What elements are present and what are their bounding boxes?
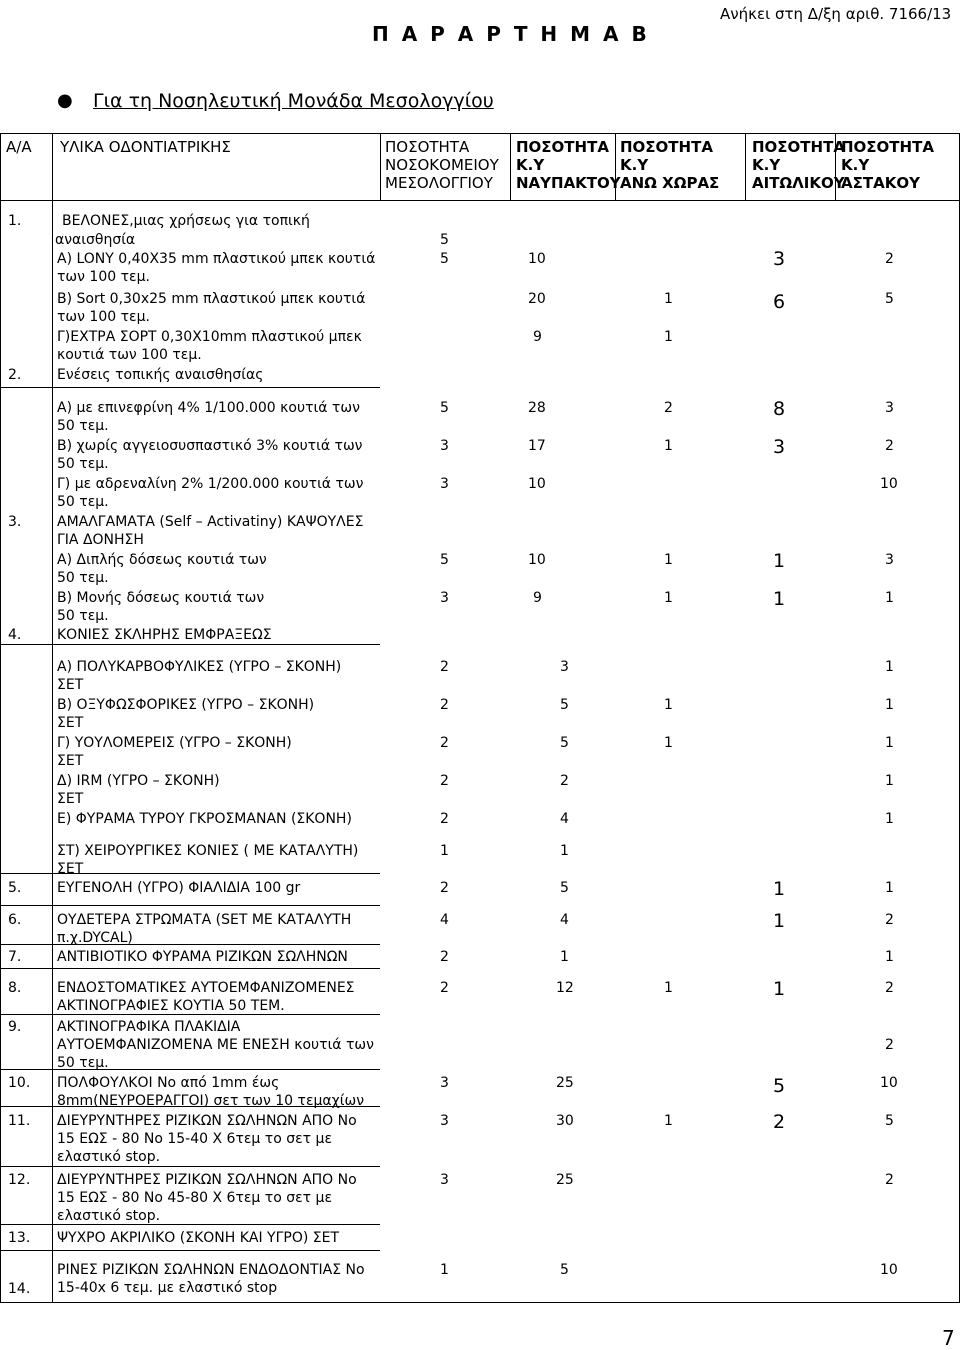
item-text: 15 ΕΩΣ - 80 Νο 45-80 Χ 6τεμ το σετ με xyxy=(57,1190,333,1206)
item-text: ΚΟΝΙΕΣ ΣΚΛΗΡΗΣ ΕΜΦΡΑΞΕΩΣ xyxy=(57,627,272,643)
qty-aitoliko: 5 xyxy=(773,1075,786,1097)
item-text: Β) ΟΞΥΦΩΣΦΟΡΙΚΕΣ (ΥΓΡΟ – ΣΚΟΝΗ) xyxy=(57,697,315,713)
qty-nafpaktos: 10 xyxy=(528,251,546,267)
item-text: π.χ.DYCAL) xyxy=(57,930,133,946)
qty-aitoliko: 1 xyxy=(773,550,786,572)
row-separator xyxy=(0,905,380,906)
qty-aitoliko: 1 xyxy=(773,910,786,932)
qty-nafpaktos: 5 xyxy=(560,1262,569,1278)
qty-nafpaktos: 9 xyxy=(533,329,542,345)
qty-mesolongi: 3 xyxy=(440,1113,449,1129)
item-text: ΑΚΤΙΝΟΓΡΑΦΙΚΑ ΠΛΑΚΙΔΙΑ xyxy=(57,1019,241,1035)
item-text: ΑΚΤΙΝΟΓΡΑΦΙΕΣ ΚΟΥΤΙΑ 50 ΤΕΜ. xyxy=(57,998,285,1014)
header-mesolongi: ΠΟΣΟΤΗΤΑ ΝΟΣΟΚΟΜΕΙΟΥ ΜΕΣΟΛΟΓΓΙΟΥ xyxy=(385,138,499,192)
header-nafpaktos: ΠΟΣΟΤΗΤΑ Κ.Υ ΝΑΥΠΑΚΤΟΥ xyxy=(516,138,621,192)
qty-astakos: 2 xyxy=(885,1037,894,1053)
qty-mesolongi: 2 xyxy=(440,659,449,675)
row-number: 6. xyxy=(8,912,22,928)
item-text: ελαστικό stop. xyxy=(57,1149,161,1165)
row-number: 10. xyxy=(8,1075,31,1091)
item-text: των 100 τεμ. xyxy=(57,269,150,285)
qty-aitoliko: 1 xyxy=(773,588,786,610)
qty-ano-chora: 1 xyxy=(664,735,673,751)
item-text: ΡΙΝΕΣ ΡΙΖΙΚΩΝ ΣΩΛΗΝΩΝ ΕΝΔΟΔΟΝΤΙΑΣ Νο xyxy=(57,1262,365,1278)
qty-mesolongi: 2 xyxy=(440,980,449,996)
qty-nafpaktos: 12 xyxy=(556,980,574,996)
qty-mesolongi: 3 xyxy=(440,590,449,606)
qty-astakos: 5 xyxy=(885,291,894,307)
item-text: Ε) ΦΥΡΑΜΑ ΤΥΡΟΥ ΓΚΡΟΣΜΑΝΑΝ (ΣΚΟΝΗ) xyxy=(57,811,352,827)
header-aa: Α/Α xyxy=(6,138,32,156)
qty-mesolongi: 4 xyxy=(440,912,449,928)
qty-nafpaktos: 20 xyxy=(528,291,546,307)
item-text: κουτιά των 100 τεμ. xyxy=(57,347,202,363)
qty-nafpaktos: 1 xyxy=(560,949,569,965)
qty-nafpaktos: 25 xyxy=(556,1172,574,1188)
qty-nafpaktos: 2 xyxy=(560,773,569,789)
qty-nafpaktos: 5 xyxy=(560,880,569,896)
item-text: 8mm(ΝΕΥΡΟΕΡΑΓΓΟΙ) σετ των 10 τεμαχίων xyxy=(57,1093,365,1109)
qty-mesolongi: 5 xyxy=(440,232,449,248)
item-text: ΨΥΧΡΟ ΑΚΡΙΛΙΚΟ (ΣΚΟΝΗ ΚΑΙ ΥΓΡΟ) ΣΕΤ xyxy=(57,1230,340,1246)
qty-mesolongi: 1 xyxy=(440,843,449,859)
qty-ano-chora: 1 xyxy=(664,590,673,606)
row-number: 3. xyxy=(8,514,22,530)
qty-nafpaktos: 28 xyxy=(528,400,546,416)
item-text: Δ) IRM (ΥΓΡΟ – ΣΚΟΝΗ) xyxy=(57,773,220,789)
row-number: 14. xyxy=(8,1281,31,1297)
qty-nafpaktos: 17 xyxy=(528,438,546,454)
qty-astakos: 2 xyxy=(885,251,894,267)
qty-aitoliko: 1 xyxy=(773,978,786,1000)
item-text: Β) Sort 0,30x25 mm πλαστικού μπεκ κουτιά xyxy=(57,291,366,307)
qty-mesolongi: 5 xyxy=(440,400,449,416)
item-text: ΣΕΤ xyxy=(57,791,84,807)
qty-astakos: 10 xyxy=(880,1075,898,1091)
item-text: 50 τεμ. xyxy=(57,608,109,624)
item-text: ΣΕΤ xyxy=(57,753,84,769)
qty-astakos: 1 xyxy=(885,880,894,896)
table-left-border xyxy=(0,133,1,1303)
item-text: ΔΙΕΥΡΥΝΤΗΡΕΣ ΡΙΖΙΚΩΝ ΣΩΛΗΝΩΝ ΑΠΟ Νο xyxy=(57,1113,357,1129)
qty-aitoliko: 1 xyxy=(773,878,786,900)
row-number: 11. xyxy=(8,1113,31,1129)
qty-nafpaktos: 9 xyxy=(533,590,542,606)
qty-astakos: 2 xyxy=(885,912,894,928)
qty-mesolongi: 2 xyxy=(440,949,449,965)
item-text: Ενέσεις τοπικής αναισθησίας xyxy=(57,367,264,383)
item-text: Α) LONY 0,40Χ35 mm πλαστικού μπεκ κουτιά xyxy=(57,251,376,267)
qty-ano-chora: 1 xyxy=(664,980,673,996)
qty-astakos: 2 xyxy=(885,1172,894,1188)
qty-nafpaktos: 10 xyxy=(528,476,546,492)
unit-subtitle: Για τη Νοσηλευτική Μονάδα Μεσολογγίου xyxy=(93,90,494,112)
item-text: Α) με επινεφρίνη 4% 1/100.000 κουτιά των xyxy=(57,400,360,416)
qty-astakos: 1 xyxy=(885,590,894,606)
item-text: ΕΝΔΟΣΤΟΜΑΤΙΚΕΣ ΑΥΤΟΕΜΦΑΝΙΖΟΜΕΝΕΣ xyxy=(57,980,355,996)
qty-mesolongi: 2 xyxy=(440,811,449,827)
qty-aitoliko: 8 xyxy=(773,398,786,420)
qty-nafpaktos: 25 xyxy=(556,1075,574,1091)
item-text: ελαστικό stop. xyxy=(57,1208,161,1224)
table-top-border xyxy=(0,133,960,134)
item-text: ΑΝΤΙΒΙΟΤΙΚΟ ΦΥΡΑΜΑ ΡΙΖΙΚΩΝ ΣΩΛΗΝΩΝ xyxy=(57,949,348,965)
row-number: 8. xyxy=(8,980,22,996)
item-text: ΒΕΛΟΝΕΣ,μιας χρήσεως για τοπική xyxy=(62,213,310,229)
qty-mesolongi: 3 xyxy=(440,1075,449,1091)
item-text: ΣΤ) ΧΕΙΡΟΥΡΓΙΚΕΣ ΚΟΝΙΕΣ ( ΜΕ ΚΑΤΑΛΥΤΗ) xyxy=(57,843,359,859)
qty-astakos: 3 xyxy=(885,400,894,416)
qty-nafpaktos: 5 xyxy=(560,697,569,713)
decision-reference: Ανήκει στη Δ/ξη αριθ. 7166/13 xyxy=(720,5,952,23)
row-separator xyxy=(0,644,380,645)
qty-mesolongi: 3 xyxy=(440,1172,449,1188)
item-text: των 100 τεμ. xyxy=(57,309,150,325)
qty-astakos: 1 xyxy=(885,949,894,965)
body-item-divider xyxy=(52,201,53,1302)
row-separator xyxy=(0,968,380,969)
qty-ano-chora: 1 xyxy=(664,697,673,713)
qty-aitoliko: 6 xyxy=(773,291,786,313)
qty-nafpaktos: 10 xyxy=(528,552,546,568)
qty-ano-chora: 1 xyxy=(664,329,673,345)
qty-mesolongi: 2 xyxy=(440,735,449,751)
qty-mesolongi: 3 xyxy=(440,476,449,492)
bullet-icon: ● xyxy=(57,90,73,111)
qty-astakos: 10 xyxy=(880,476,898,492)
qty-astakos: 2 xyxy=(885,980,894,996)
qty-mesolongi: 2 xyxy=(440,697,449,713)
header-astakos: ΠΟΣΟΤΗΤΑ Κ.Υ ΑΣΤΑΚΟΥ xyxy=(841,138,934,192)
qty-mesolongi: 2 xyxy=(440,773,449,789)
qty-astakos: 10 xyxy=(880,1262,898,1278)
item-text: Γ) με αδρεναλίνη 2% 1/200.000 κουτιά των xyxy=(57,476,364,492)
item-text: Γ) ΥΟΥΛΟΜΕΡΕΙΣ (ΥΓΡΟ – ΣΚΟΝΗ) xyxy=(57,735,292,751)
qty-nafpaktos: 3 xyxy=(560,659,569,675)
item-text: ΕΥΓΕΝΟΛΗ (ΥΓΡΟ) ΦΙΑΛΙΔΙΑ 100 gr xyxy=(57,880,301,896)
item-text: 15-40x 6 τεμ. με ελαστικό stop xyxy=(57,1280,278,1296)
row-number: 4. xyxy=(8,627,22,643)
item-text: 50 τεμ. xyxy=(57,570,109,586)
qty-aitoliko: 2 xyxy=(773,1111,786,1133)
qty-mesolongi: 5 xyxy=(440,251,449,267)
qty-mesolongi: 3 xyxy=(440,438,449,454)
item-text: Α) Διπλής δόσεως κουτιά των xyxy=(57,552,267,568)
qty-ano-chora: 2 xyxy=(664,400,673,416)
qty-aitoliko: 3 xyxy=(773,436,786,458)
item-text: Α) ΠΟΛΥΚΑΡΒΟΦΥΛΙΚΕΣ (ΥΓΡΟ – ΣΚΟΝΗ) xyxy=(57,659,342,675)
aa-column-divider xyxy=(52,133,53,201)
item-text: ΟΥΔΕΤΕΡΑ ΣΤΡΩΜΑΤΑ (SET ΜΕ ΚΑΤΑΛΥΤΗ xyxy=(57,912,352,928)
qty-astakos: 1 xyxy=(885,697,894,713)
qty-astakos: 2 xyxy=(885,438,894,454)
qty-nafpaktos: 4 xyxy=(560,912,569,928)
item-text: ΠΟΛΦΟΥΛΚΟΙ Νο από 1mm έως xyxy=(57,1075,280,1091)
item-text: ΣΕΤ xyxy=(57,861,84,877)
qty-ano-chora: 1 xyxy=(664,291,673,307)
row-number: 13. xyxy=(8,1230,31,1246)
item-text: 50 τεμ. xyxy=(57,456,109,472)
item-text: Β) Μονής δόσεως κουτιά των xyxy=(57,590,265,606)
item-text: ΑΥΤΟΕΜΦΑΝΙΖΟΜΕΝΑ ΜΕ ΕΝΕΣΗ κουτιά των xyxy=(57,1037,374,1053)
qty-mesolongi: 1 xyxy=(440,1262,449,1278)
row-separator xyxy=(0,387,380,388)
page-number: 7 xyxy=(942,1326,955,1350)
row-number: 12. xyxy=(8,1172,31,1188)
qty-astakos: 1 xyxy=(885,773,894,789)
item-text: 50 τεμ. xyxy=(57,1055,109,1071)
qty-astakos: 1 xyxy=(885,735,894,751)
row-number: 9. xyxy=(8,1019,22,1035)
col-divider-nafpaktos xyxy=(510,133,511,201)
qty-ano-chora: 1 xyxy=(664,1113,673,1129)
row-number: 1. xyxy=(8,213,22,229)
qty-aitoliko: 3 xyxy=(773,248,786,270)
item-text: ΓΙΑ ΔΟΝΗΣΗ xyxy=(57,532,144,548)
header-ano-chora: ΠΟΣΟΤΗΤΑ Κ.Υ ΑΝΩ ΧΩΡΑΣ xyxy=(620,138,720,192)
item-text: Β) χωρίς αγγειοσυσπαστικό 3% κουτιά των xyxy=(57,438,363,454)
qty-astakos: 3 xyxy=(885,552,894,568)
qty-astakos: 5 xyxy=(885,1113,894,1129)
qty-ano-chora: 1 xyxy=(664,438,673,454)
item-text: Γ)ΕΧΤΡΑ ΣΟΡΤ 0,30Χ10mm πλαστικού μπεκ xyxy=(57,329,362,345)
row-separator xyxy=(0,1250,380,1251)
row-number: 5. xyxy=(8,880,22,896)
qty-nafpaktos: 30 xyxy=(556,1113,574,1129)
row-separator xyxy=(0,1166,380,1167)
item-text: ΑΜΑΛΓΑΜΑΤΑ (Self – Activatiny) ΚΑΨΟΥΛΕΣ xyxy=(57,514,364,530)
header-bottom-border xyxy=(0,200,960,201)
header-item: ΥΛΙΚΑ ΟΔΟΝΤΙΑΤΡΙΚΗΣ xyxy=(60,138,231,156)
qty-nafpaktos: 1 xyxy=(560,843,569,859)
header-aitoliko: ΠΟΣΟΤΗΤΑ Κ.Υ ΑΙΤΩΛΙΚΟΥ xyxy=(752,138,845,192)
qty-ano-chora: 1 xyxy=(664,552,673,568)
qty-nafpaktos: 5 xyxy=(560,735,569,751)
table-bottom-border xyxy=(0,1302,960,1303)
row-number: 2. xyxy=(8,367,22,383)
item-text: ΔΙΕΥΡΥΝΤΗΡΕΣ ΡΙΖΙΚΩΝ ΣΩΛΗΝΩΝ ΑΠΟ Νο xyxy=(57,1172,357,1188)
item-text: ΣΕΤ xyxy=(57,715,84,731)
qty-nafpaktos: 4 xyxy=(560,811,569,827)
qty-mesolongi: 2 xyxy=(440,880,449,896)
item-text: 50 τεμ. xyxy=(57,418,109,434)
qty-astakos: 1 xyxy=(885,659,894,675)
item-text: ΣΕΤ xyxy=(57,677,84,693)
qty-astakos: 1 xyxy=(885,811,894,827)
qty-mesolongi: 5 xyxy=(440,552,449,568)
annex-title: Π Α Ρ Α Ρ Τ Η Μ Α Β xyxy=(372,22,650,46)
item-text: 50 τεμ. xyxy=(57,494,109,510)
item-text: αναισθησία xyxy=(55,232,136,248)
item-text: 15 ΕΩΣ - 80 Νο 15-40 Χ 6τεμ το σετ με xyxy=(57,1131,333,1147)
row-number: 7. xyxy=(8,949,22,965)
col-divider-mesolongi xyxy=(380,133,381,201)
col-divider-aitoliko xyxy=(745,133,746,201)
